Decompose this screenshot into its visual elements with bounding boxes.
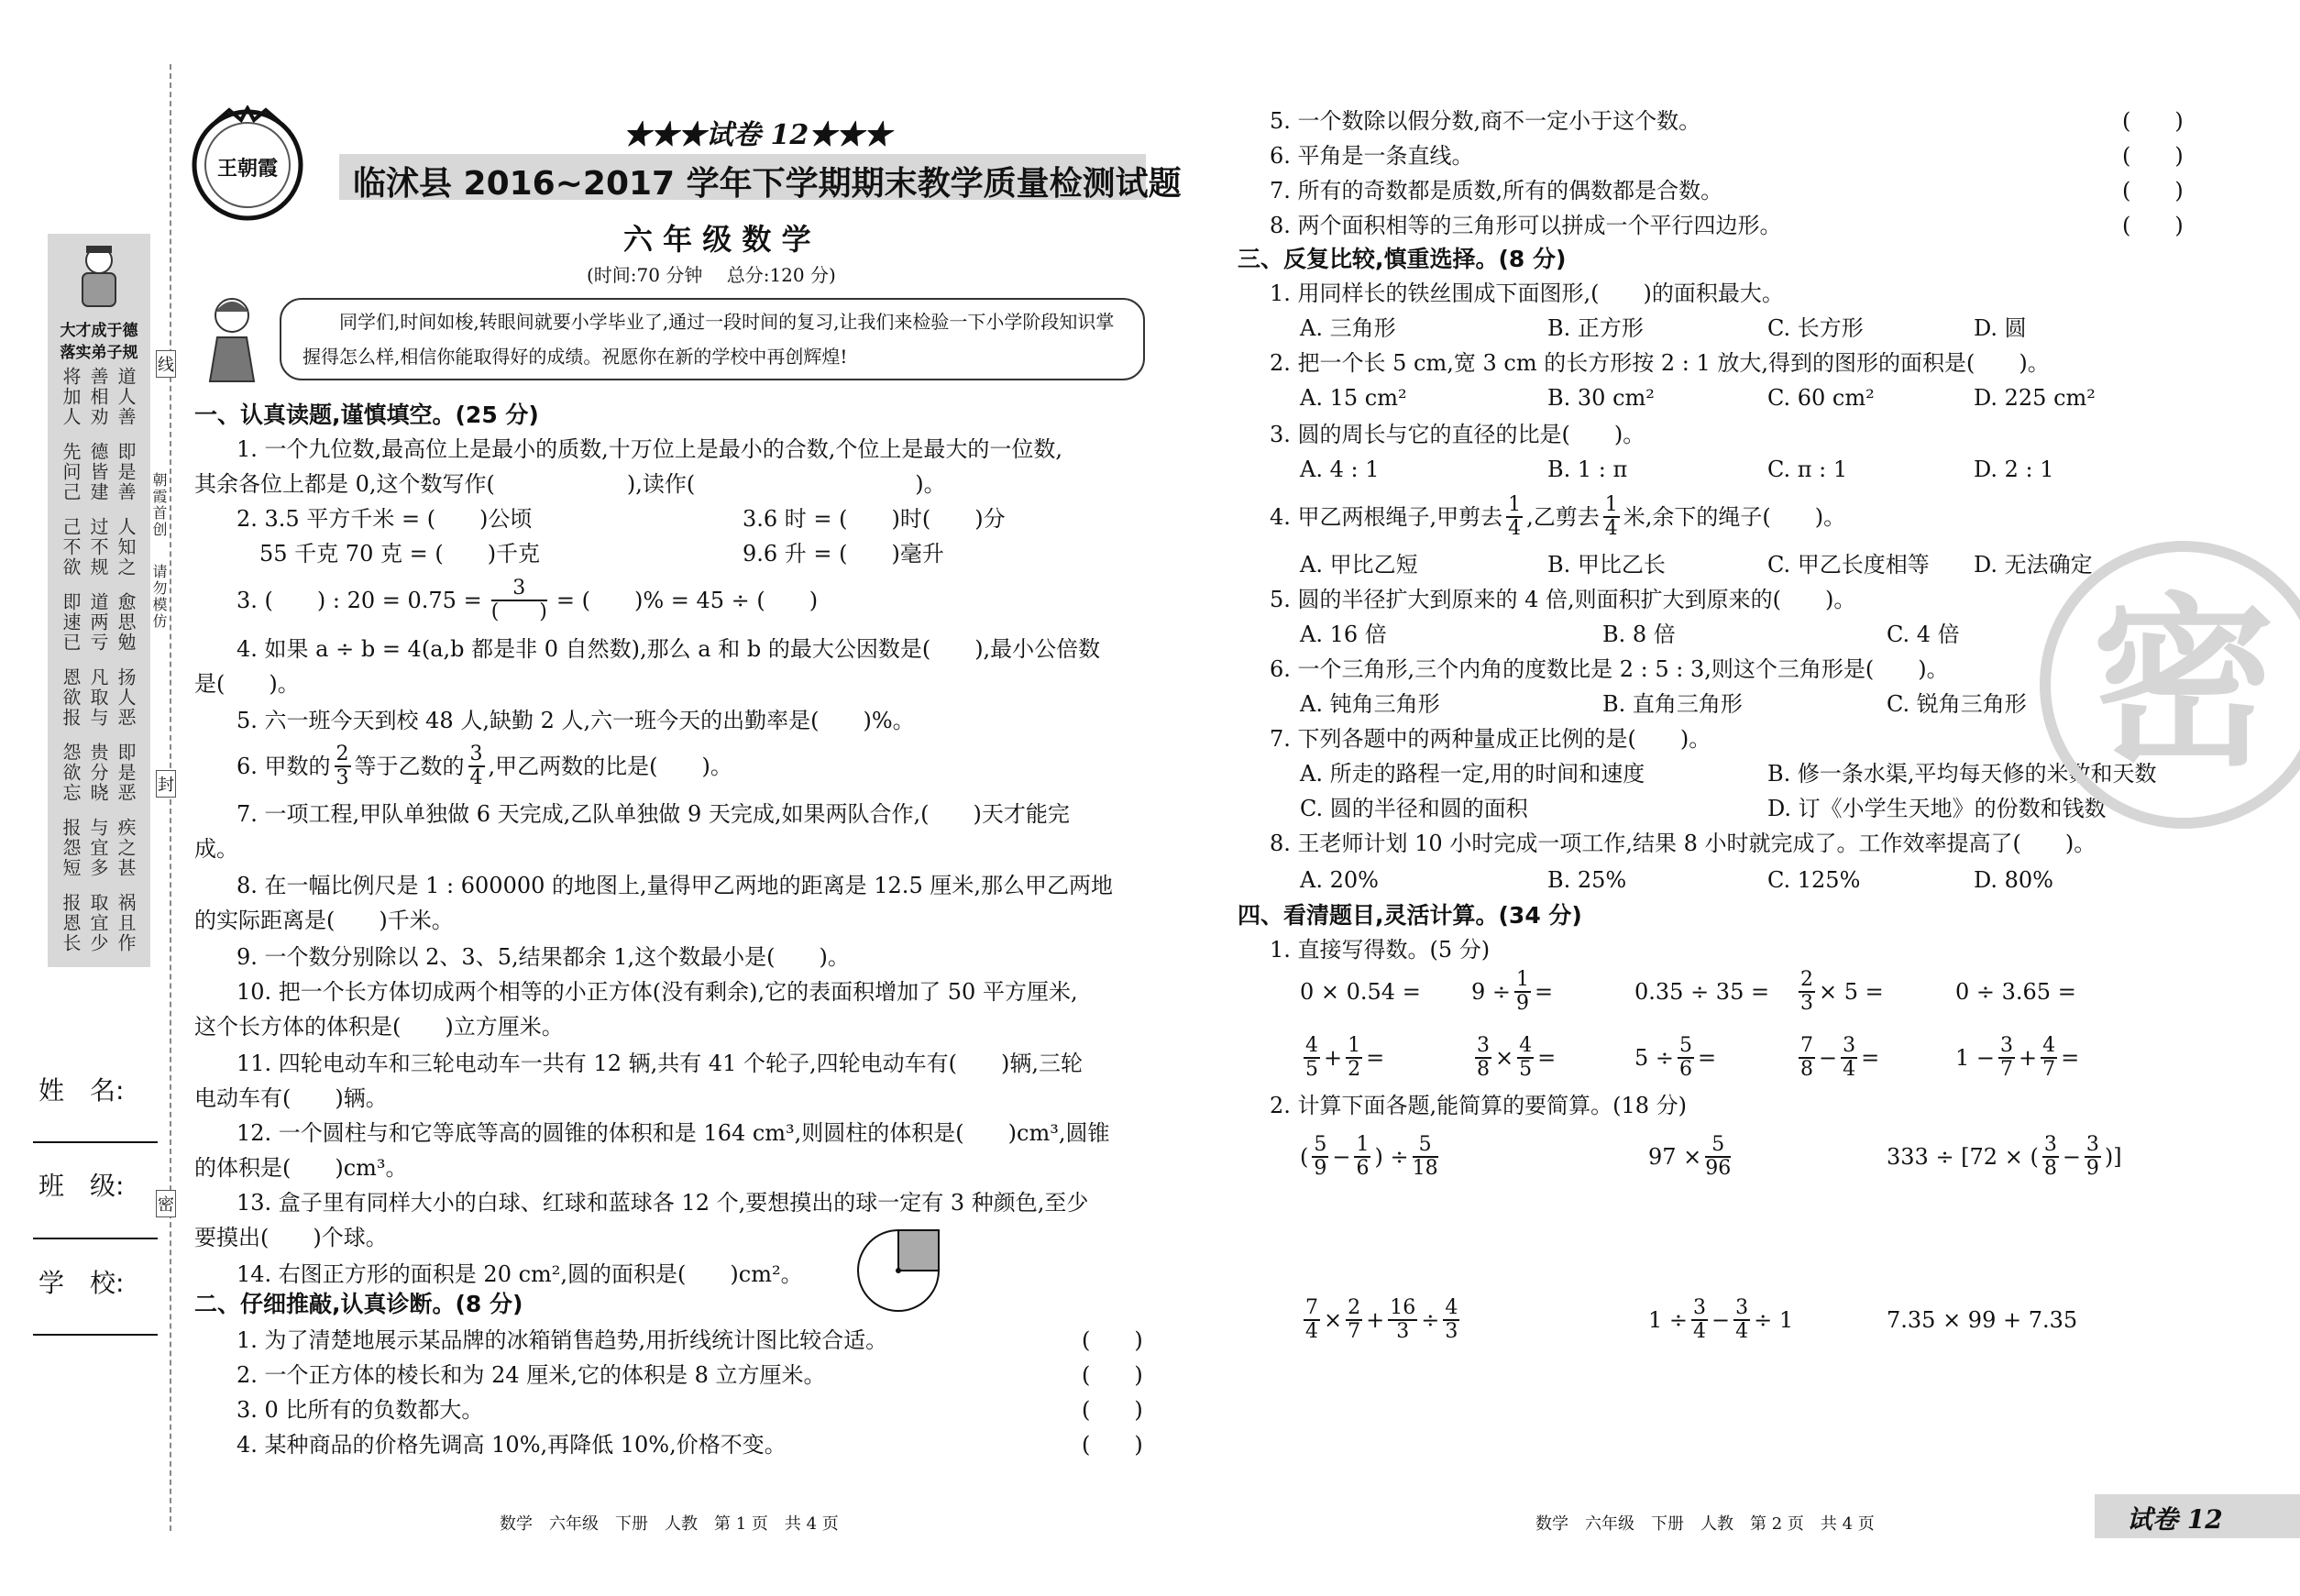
- choice-q5: 5. 圆的半径扩大到原来的 4 倍,则面积扩大到原来的( )。: [1270, 587, 1856, 612]
- calc-4-fb: [1346, 1297, 1362, 1343]
- judge-answer-1[interactable]: ( ): [1082, 1327, 1143, 1353]
- q10-line2: 这个长方体的体积是( )立方厘米。: [194, 1014, 564, 1040]
- choice-q3: 3. 圆的周长与它的直径的比是( )。: [1270, 422, 1645, 447]
- calc-5-op: −: [1711, 1307, 1731, 1333]
- class-label: 班 级:: [39, 1171, 125, 1201]
- judge-item-3: 3. 0 比所有的负数都大。: [237, 1397, 484, 1423]
- direct-7-fb-num: 4: [1519, 1034, 1533, 1057]
- motto-column: 报怨短: [60, 818, 82, 878]
- calc-4-fa-num: 7: [1305, 1296, 1318, 1319]
- calc-5-fa-num: 3: [1693, 1296, 1707, 1319]
- judge-item-2: 2. 一个正方体的棱长和为 24 厘米,它的体积是 8 立方厘米。: [237, 1362, 826, 1388]
- choice-q4-c[interactable]: C. 甲乙长度相等: [1767, 552, 1930, 578]
- choice-q1-a[interactable]: A. 三角形: [1300, 315, 1396, 341]
- intro-text: 同学们,时间如梭,转眼间就要小学毕业了,通过一段时间的复习,让我们来检验一下小学阶段知识掌握得怎么样,相信你能取得好的成绩。祝愿你在新的学校中再创辉煌!: [303, 311, 1115, 368]
- calc-2: [1648, 1133, 1734, 1181]
- calc-3-pre: 333 ÷ [72 × (: [1887, 1144, 2039, 1170]
- q7-line2: 成。: [194, 836, 238, 862]
- direct-8-frac: [1678, 1035, 1694, 1081]
- q6-frac1-den: 3: [336, 766, 349, 789]
- choice-q3-d[interactable]: D. 2 : 1: [1974, 457, 2054, 482]
- student-illustration: [55, 240, 143, 314]
- calc-4-fd: [1443, 1297, 1459, 1343]
- q3-num: 3: [491, 578, 547, 601]
- choice-q6-c[interactable]: C. 锐角三角形: [1887, 691, 2027, 717]
- choice-q1: 1. 用同样长的铁丝围成下面图形,( )的面积最大。: [1270, 281, 1784, 306]
- choice-q4-pre: 4. 甲乙两根绳子,甲剪去: [1270, 504, 1503, 530]
- motto-column: 扬人恶: [115, 667, 137, 728]
- school-field[interactable]: [33, 1334, 158, 1336]
- direct-9-post: =: [1861, 1045, 1880, 1071]
- seal-mark-seal: 封: [156, 770, 176, 798]
- q11-line1: 11. 四轮电动车和三轮电动车一共有 12 辆,共有 41 个轮子,四轮电动车有( )辆,三轮: [237, 1051, 1084, 1076]
- footer-right: 数学 六年级 下册 人教 第 2 页 共 4 页: [1535, 1514, 1875, 1534]
- side-note-nocopy: 请勿模仿: [150, 564, 168, 630]
- direct-10-op: +: [2019, 1045, 2038, 1071]
- judge-answer-3[interactable]: ( ): [1082, 1397, 1143, 1423]
- calc-5-pre: 1 ÷: [1648, 1307, 1689, 1333]
- motto-column: 德皆建: [87, 442, 109, 502]
- direct-8-den: 6: [1679, 1058, 1693, 1081]
- judge-item-8: 8. 两个面积相等的三角形可以拼成一个平行四边形。: [1270, 213, 1782, 238]
- footer-badge-text: 试卷 12: [2127, 1504, 2223, 1535]
- logo-text: 王朝霞: [216, 157, 278, 181]
- direct-6-fb: [1346, 1035, 1362, 1081]
- circle-square-figure: [853, 1225, 944, 1316]
- direct-7-fa-num: 3: [1477, 1034, 1490, 1057]
- motto-column: 善相劝: [87, 367, 109, 427]
- calc-4-fa: [1304, 1297, 1320, 1343]
- section3-heading: 三、反复比较,慎重选择。(8 分): [1238, 246, 1567, 272]
- secret-seal-watermark: [2040, 541, 2300, 829]
- motto-column: 取宜少: [87, 893, 109, 953]
- q12-line2: 的体积是( )cm³。: [194, 1155, 408, 1181]
- teacher-illustration: [197, 292, 270, 383]
- calc-5-fb-num: 3: [1735, 1296, 1749, 1319]
- q6-frac2-den: 4: [469, 766, 483, 789]
- judge-answer-5[interactable]: ( ): [2122, 108, 2184, 134]
- judge-answer-7[interactable]: ( ): [2122, 178, 2184, 204]
- direct-6-fb-num: 1: [1348, 1034, 1361, 1057]
- brand-logo: [188, 105, 307, 225]
- calc-4-fd-den: 3: [1445, 1320, 1458, 1343]
- q6-frac2: [468, 743, 485, 789]
- q5: 5. 六一班今天到校 48 人,缺勤 2 人,六一班今天的出勤率是( )%。: [237, 708, 915, 733]
- direct-4-post: × 5 =: [1819, 979, 1884, 1005]
- motto-column: 即是善: [115, 442, 137, 502]
- motto-column: 即速已: [60, 592, 82, 653]
- calc-2-frac: [1705, 1134, 1731, 1180]
- choice-q7-c[interactable]: C. 圆的半径和圆的面积: [1300, 796, 1528, 821]
- q6-mid: 等于乙数的: [354, 754, 465, 779]
- choice-q2-d[interactable]: D. 225 cm²: [1974, 385, 2096, 411]
- choice-q6-b[interactable]: B. 直角三角形: [1602, 691, 1743, 717]
- q3-pre: 3. ( ) : 20 = 0.75 =: [237, 588, 482, 613]
- calc-1: [1300, 1133, 1442, 1181]
- class-field[interactable]: [33, 1238, 158, 1239]
- seal-mark-line: 线: [156, 350, 176, 378]
- q2-b: 3.6 时 = ( )时( )分: [743, 506, 1006, 532]
- direct-6-post: =: [1366, 1045, 1385, 1071]
- choice-q1-d[interactable]: D. 圆: [1974, 315, 2027, 341]
- exam-title: 临沭县 2016~2017 学年下学期期末教学质量检测试题: [353, 165, 1182, 203]
- part2-label: 2. 计算下面各题,能简算的要简算。(18 分): [1270, 1093, 1688, 1118]
- calc-1-fa-num: 5: [1314, 1133, 1327, 1156]
- binding-line: [170, 64, 171, 1531]
- motto-column: 即是恶: [115, 743, 137, 803]
- q11-line2: 电动车有( )辆。: [194, 1085, 388, 1111]
- choice-q7-d[interactable]: D. 订《小学生天地》的份数和钱数: [1767, 796, 2107, 821]
- motto-column: 道人善: [115, 367, 137, 427]
- direct-8-num: 5: [1679, 1034, 1693, 1057]
- direct-9: [1795, 1034, 1879, 1082]
- series-label: ★★★试卷 12★★★: [623, 119, 892, 151]
- direct-9-fb-den: 4: [1843, 1058, 1856, 1081]
- calc-1-fc-num: 5: [1413, 1134, 1438, 1158]
- judge-item-7: 7. 所有的奇数都是质数,所有的偶数都是合数。: [1270, 178, 1723, 204]
- q3-fraction: [491, 578, 547, 623]
- calc-4-fb-den: 7: [1348, 1320, 1361, 1343]
- choice-q6: 6. 一个三角形,三个内角的度数比是 2 : 5 : 3,则这个三角形是( )。: [1270, 656, 1949, 682]
- q4-line1: 4. 如果 a ÷ b = 4(a,b 都是非 0 自然数),那么 a 和 b 的最大公因数是( ),最小公倍数: [237, 636, 1101, 662]
- direct-10-pre: 1 −: [1955, 1045, 1996, 1071]
- calc-1-close: ) ÷: [1374, 1144, 1409, 1170]
- choice-q3-a[interactable]: A. 4 : 1: [1300, 457, 1380, 482]
- direct-9-fb: [1841, 1035, 1857, 1081]
- direct-2-frac: [1514, 969, 1531, 1015]
- direct-2-den: 9: [1516, 992, 1530, 1015]
- q3: [237, 578, 818, 623]
- direct-9-op: −: [1819, 1045, 1838, 1071]
- choice-q4-post: 米,余下的绳子( )。: [1623, 504, 1846, 530]
- direct-7-fb: [1517, 1035, 1534, 1081]
- calc-4: [1300, 1296, 1463, 1344]
- calc-5-fb: [1733, 1297, 1750, 1343]
- motto-column: 怨欲忘: [60, 743, 82, 803]
- q7-line1: 7. 一项工程,甲队单独做 6 天完成,乙队单独做 9 天完成,如果两队合作,( )天才能完: [237, 801, 1070, 827]
- calc-5-fa: [1691, 1297, 1708, 1343]
- choice-q6-a[interactable]: A. 钝角三角形: [1300, 691, 1440, 717]
- direct-10-fa: [1998, 1035, 2015, 1081]
- direct-7-fa-den: 8: [1477, 1058, 1490, 1081]
- choice-q8-c[interactable]: C. 125%: [1767, 867, 1861, 893]
- q3-post: = ( )% = 45 ÷ ( ): [556, 588, 819, 613]
- direct-10-fa-den: 7: [2000, 1058, 2014, 1081]
- direct-6-fa-num: 4: [1305, 1034, 1318, 1057]
- choice-q4-d[interactable]: D. 无法确定: [1974, 552, 2093, 578]
- choice-q7: 7. 下列各题中的两种量成正比例的是( )。: [1270, 726, 1711, 752]
- calc-1-op: −: [1332, 1144, 1351, 1170]
- direct-9-fa-num: 7: [1800, 1034, 1813, 1057]
- direct-7-fb-den: 5: [1519, 1058, 1533, 1081]
- footer-left: 数学 六年级 下册 人教 第 1 页 共 4 页: [500, 1514, 839, 1534]
- secret-seal-text: 密: [2091, 578, 2275, 791]
- calc-3-fa: [2042, 1134, 2059, 1180]
- direct-9-fa: [1799, 1035, 1815, 1081]
- calc-1-open: (: [1300, 1144, 1309, 1170]
- q1-line1: 1. 一个九位数,最高位上是最小的质数,十万位上是最小的合数,个位上是最大的一位数,: [237, 436, 1063, 462]
- calc-3-fa-num: 3: [2043, 1133, 2057, 1156]
- choice-q5-c[interactable]: C. 4 倍: [1887, 622, 1960, 647]
- calc-4-fc: [1388, 1297, 1417, 1343]
- direct-6-op: +: [1324, 1045, 1343, 1071]
- choice-q4-mid: ,乙剪去: [1526, 504, 1600, 530]
- direct-2-post: =: [1535, 979, 1554, 1005]
- calc-3-fa-den: 8: [2043, 1157, 2057, 1180]
- judge-item-5: 5. 一个数除以假分数,商不一定小于这个数。: [1270, 108, 1701, 134]
- q8-line1: 8. 在一幅比例尺是 1 : 600000 的地图上,量得甲乙两地的距离是 12.5 厘米,那么甲乙两地: [237, 873, 1113, 898]
- direct-6: [1300, 1034, 1384, 1082]
- choice-q4-frac2: [1603, 494, 1620, 540]
- seal-mark-secret: 密: [156, 1190, 176, 1217]
- calc-4-op3: ÷: [1421, 1307, 1440, 1333]
- name-label: 姓 名:: [39, 1075, 125, 1106]
- q6-post: ,甲乙两数的比是( )。: [488, 754, 732, 779]
- direct-9-fa-den: 8: [1800, 1058, 1813, 1081]
- calc-3-fb-num: 3: [2085, 1133, 2099, 1156]
- name-field[interactable]: [33, 1141, 158, 1143]
- calc-5-fa-den: 4: [1693, 1320, 1707, 1343]
- side-note-original: 朝霞首创: [150, 472, 168, 538]
- calc-3: [1887, 1133, 2122, 1181]
- direct-10-post: =: [2061, 1045, 2080, 1071]
- q2-a: 2. 3.5 平方千米 = ( )公顷: [237, 506, 533, 532]
- choice-q8-d[interactable]: D. 80%: [1974, 867, 2053, 893]
- choice-q5-b[interactable]: B. 8 倍: [1602, 622, 1676, 647]
- calc-1-fb-num: 1: [1356, 1133, 1370, 1156]
- judge-item-6: 6. 平角是一条直线。: [1270, 143, 1474, 169]
- choice-q1-c[interactable]: C. 长方形: [1767, 315, 1864, 341]
- direct-2: [1471, 968, 1554, 1015]
- q12-line1: 12. 一个圆柱与和它等底等高的圆锥的体积和是 164 cm³,则圆柱的体积是( )cm³,圆锥: [237, 1120, 1110, 1146]
- q3-den: ( ): [490, 600, 547, 623]
- motto-column: 过不规: [87, 517, 109, 578]
- motto-column: 祸且作: [115, 893, 137, 953]
- direct-10-fb-num: 4: [2042, 1034, 2056, 1057]
- direct-3: 0.35 ÷ 35 =: [1634, 979, 1770, 1005]
- q13-line1: 13. 盒子里有同样大小的白球、红球和蓝球各 12 个,要想摸出的球一定有 3 种颜色,至少: [237, 1190, 1089, 1216]
- choice-q2-c[interactable]: C. 60 cm²: [1767, 385, 1875, 411]
- motto-column: 与宜多: [87, 818, 109, 878]
- direct-7-fa: [1475, 1035, 1491, 1081]
- judge-item-4: 4. 某种商品的价格先调高 10%,再降低 10%,价格不变。: [237, 1432, 787, 1458]
- choice-q2-a[interactable]: A. 15 cm²: [1300, 385, 1407, 411]
- choice-q4-frac1-den: 4: [1508, 517, 1522, 540]
- direct-5: 0 ÷ 3.65 =: [1955, 979, 2076, 1005]
- direct-10-fb: [2041, 1035, 2057, 1081]
- choice-q8: 8. 王老师计划 10 小时完成一项工作,结果 8 小时就完成了。工作效率提高了( )。: [1270, 831, 2096, 856]
- motto-column: 凡取与: [87, 667, 109, 728]
- calc-5-post: ÷ 1: [1754, 1307, 1794, 1333]
- choice-q2: 2. 把一个长 5 cm,宽 3 cm 的长方形按 2 : 1 放大,得到的图形的面积是( )。: [1270, 350, 2050, 376]
- calc-6: 7.35 × 99 + 7.35: [1887, 1307, 2078, 1333]
- q6-frac2-num: 3: [469, 743, 483, 765]
- calc-4-fa-den: 4: [1305, 1320, 1318, 1343]
- judge-item-1: 1. 为了清楚地展示某品牌的冰箱销售趋势,用折线统计图比较合适。: [237, 1327, 888, 1353]
- choice-q4-frac1: [1506, 494, 1523, 540]
- q4-line2: 是( )。: [194, 671, 300, 697]
- choice-q5-a[interactable]: A. 16 倍: [1300, 622, 1387, 647]
- q9: 9. 一个数分别除以 2、3、5,结果都余 1,这个数最小是( )。: [237, 944, 850, 970]
- section2-heading: 二、仔细推敲,认真诊断。(8 分): [194, 1291, 523, 1317]
- q8-line2: 的实际距离是( )千米。: [194, 908, 454, 933]
- calc-4-fd-num: 4: [1445, 1296, 1458, 1319]
- q6-frac1-num: 2: [336, 743, 349, 765]
- judge-answer-6[interactable]: ( ): [2122, 143, 2184, 169]
- calc-4-fb-num: 2: [1348, 1296, 1361, 1319]
- choice-q4-frac2-den: 4: [1604, 517, 1618, 540]
- direct-4-den: 3: [1800, 992, 1813, 1015]
- motto-column: 疾之甚: [115, 818, 137, 878]
- choice-q4-a[interactable]: A. 甲比乙短: [1300, 552, 1418, 578]
- calc-4-op2: +: [1366, 1307, 1385, 1333]
- calc-5: [1648, 1296, 1793, 1344]
- choice-q7-b[interactable]: B. 修一条水渠,平均每天修的米数和天数: [1767, 761, 2157, 787]
- motto-column: 人知之: [115, 517, 137, 578]
- direct-7-op: ×: [1495, 1045, 1514, 1071]
- motto-column: 恩欲报: [60, 667, 82, 728]
- calc-4-op1: ×: [1324, 1307, 1343, 1333]
- calc-1-fa: [1312, 1134, 1328, 1180]
- calc-2-den: 96: [1705, 1157, 1732, 1180]
- choice-q8-a[interactable]: A. 20%: [1300, 867, 1379, 893]
- q14: 14. 右图正方形的面积是 20 cm²,圆的面积是( )cm²。: [237, 1261, 803, 1287]
- choice-q4-frac1-num: 1: [1508, 493, 1522, 516]
- motto-top: 大才成于德: [60, 322, 138, 340]
- direct-10-fa-num: 3: [2000, 1034, 2014, 1057]
- q2-c: 55 千克 70 克 = ( )千克: [259, 541, 541, 567]
- q6: [237, 743, 732, 790]
- motto-column: 贵分晓: [87, 743, 109, 803]
- direct-8-pre: 5 ÷: [1634, 1045, 1675, 1071]
- motto-column: 己不欲: [60, 517, 82, 578]
- direct-1: 0 × 0.54 =: [1300, 979, 1421, 1005]
- choice-q3-b[interactable]: B. 1 : π: [1547, 457, 1628, 482]
- direct-4: [1795, 968, 1884, 1015]
- direct-4-frac: [1799, 969, 1815, 1015]
- choice-q2-b[interactable]: B. 30 cm²: [1547, 385, 1655, 411]
- q2-d: 9.6 升 = ( )毫升: [743, 541, 944, 567]
- q13-line2: 要摸出( )个球。: [194, 1225, 388, 1250]
- direct-6-fa: [1304, 1035, 1320, 1081]
- time-info: (时间:70 分钟 总分:120 分): [587, 264, 836, 286]
- motto-column: 先问己: [60, 442, 82, 502]
- calc-4-fc-num: 16: [1390, 1296, 1416, 1319]
- direct-10-fb-den: 7: [2042, 1058, 2056, 1081]
- calc-2-num: 5: [1705, 1134, 1731, 1158]
- direct-6-fa-den: 5: [1305, 1058, 1318, 1081]
- calc-1-fc-den: 18: [1412, 1157, 1438, 1180]
- calc-5-fb-den: 4: [1735, 1320, 1749, 1343]
- choice-q4: [1270, 493, 1845, 541]
- choice-q3-c[interactable]: C. π : 1: [1767, 457, 1848, 482]
- choice-q8-b[interactable]: B. 25%: [1547, 867, 1627, 893]
- calc-2-pre: 97 ×: [1648, 1144, 1702, 1170]
- calc-3-post: )]: [2104, 1144, 2122, 1170]
- judge-answer-2[interactable]: ( ): [1082, 1362, 1143, 1388]
- calc-3-fb: [2085, 1134, 2101, 1180]
- direct-7: [1471, 1034, 1556, 1082]
- section1-heading: 一、认真读题,谨慎填空。(25 分): [194, 402, 539, 428]
- choice-q4-frac2-num: 1: [1604, 493, 1618, 516]
- choice-q1-b[interactable]: B. 正方形: [1547, 315, 1644, 341]
- q6-pre: 6. 甲数的: [237, 754, 331, 779]
- direct-10: [1955, 1034, 2079, 1082]
- direct-9-fb-num: 3: [1843, 1034, 1856, 1057]
- school-label: 学 校:: [39, 1268, 125, 1298]
- section4-heading: 四、看清题目,灵活计算。(34 分): [1238, 902, 1582, 929]
- calc-3-fb-den: 9: [2085, 1157, 2099, 1180]
- direct-4-num: 2: [1800, 968, 1813, 991]
- q10-line1: 10. 把一个长方体切成两个相等的小正方体(没有剩余),它的表面积增加了 50 平方厘米,: [237, 979, 1078, 1005]
- direct-6-fb-den: 2: [1348, 1058, 1361, 1081]
- calc-1-fc: [1413, 1134, 1438, 1180]
- calc-1-fb-den: 6: [1356, 1157, 1370, 1180]
- motto-column: 愈思勉: [115, 592, 137, 653]
- q1-line2: 其余各位上都是 0,这个数写作( ),读作( )。: [194, 471, 946, 497]
- direct-7-post: =: [1537, 1045, 1557, 1071]
- judge-answer-8[interactable]: ( ): [2122, 213, 2184, 238]
- direct-8-post: =: [1698, 1045, 1717, 1071]
- motto-column: 报恩长: [60, 893, 82, 953]
- part1-label: 1. 直接写得数。(5 分): [1270, 937, 1491, 963]
- direct-8: [1634, 1034, 1716, 1082]
- direct-2-pre: 9 ÷: [1471, 979, 1512, 1005]
- choice-q7-a[interactable]: A. 所走的路程一定,用的时间和速度: [1300, 761, 1645, 787]
- q6-frac1: [335, 743, 351, 789]
- judge-answer-4[interactable]: ( ): [1082, 1432, 1143, 1458]
- motto-column: 道两亏: [87, 592, 109, 653]
- subject-title: 六 年 级 数 学: [623, 222, 811, 257]
- direct-2-num: 1: [1516, 968, 1530, 991]
- calc-1-fb: [1354, 1134, 1370, 1180]
- choice-q4-b[interactable]: B. 甲比乙长: [1547, 552, 1666, 578]
- calc-3-op: −: [2062, 1144, 2081, 1170]
- calc-1-fa-den: 9: [1314, 1157, 1327, 1180]
- motto-bottom: 落实弟子规: [60, 344, 138, 362]
- motto-column: 将加人: [60, 367, 82, 427]
- calc-4-fc-den: 3: [1396, 1320, 1410, 1343]
